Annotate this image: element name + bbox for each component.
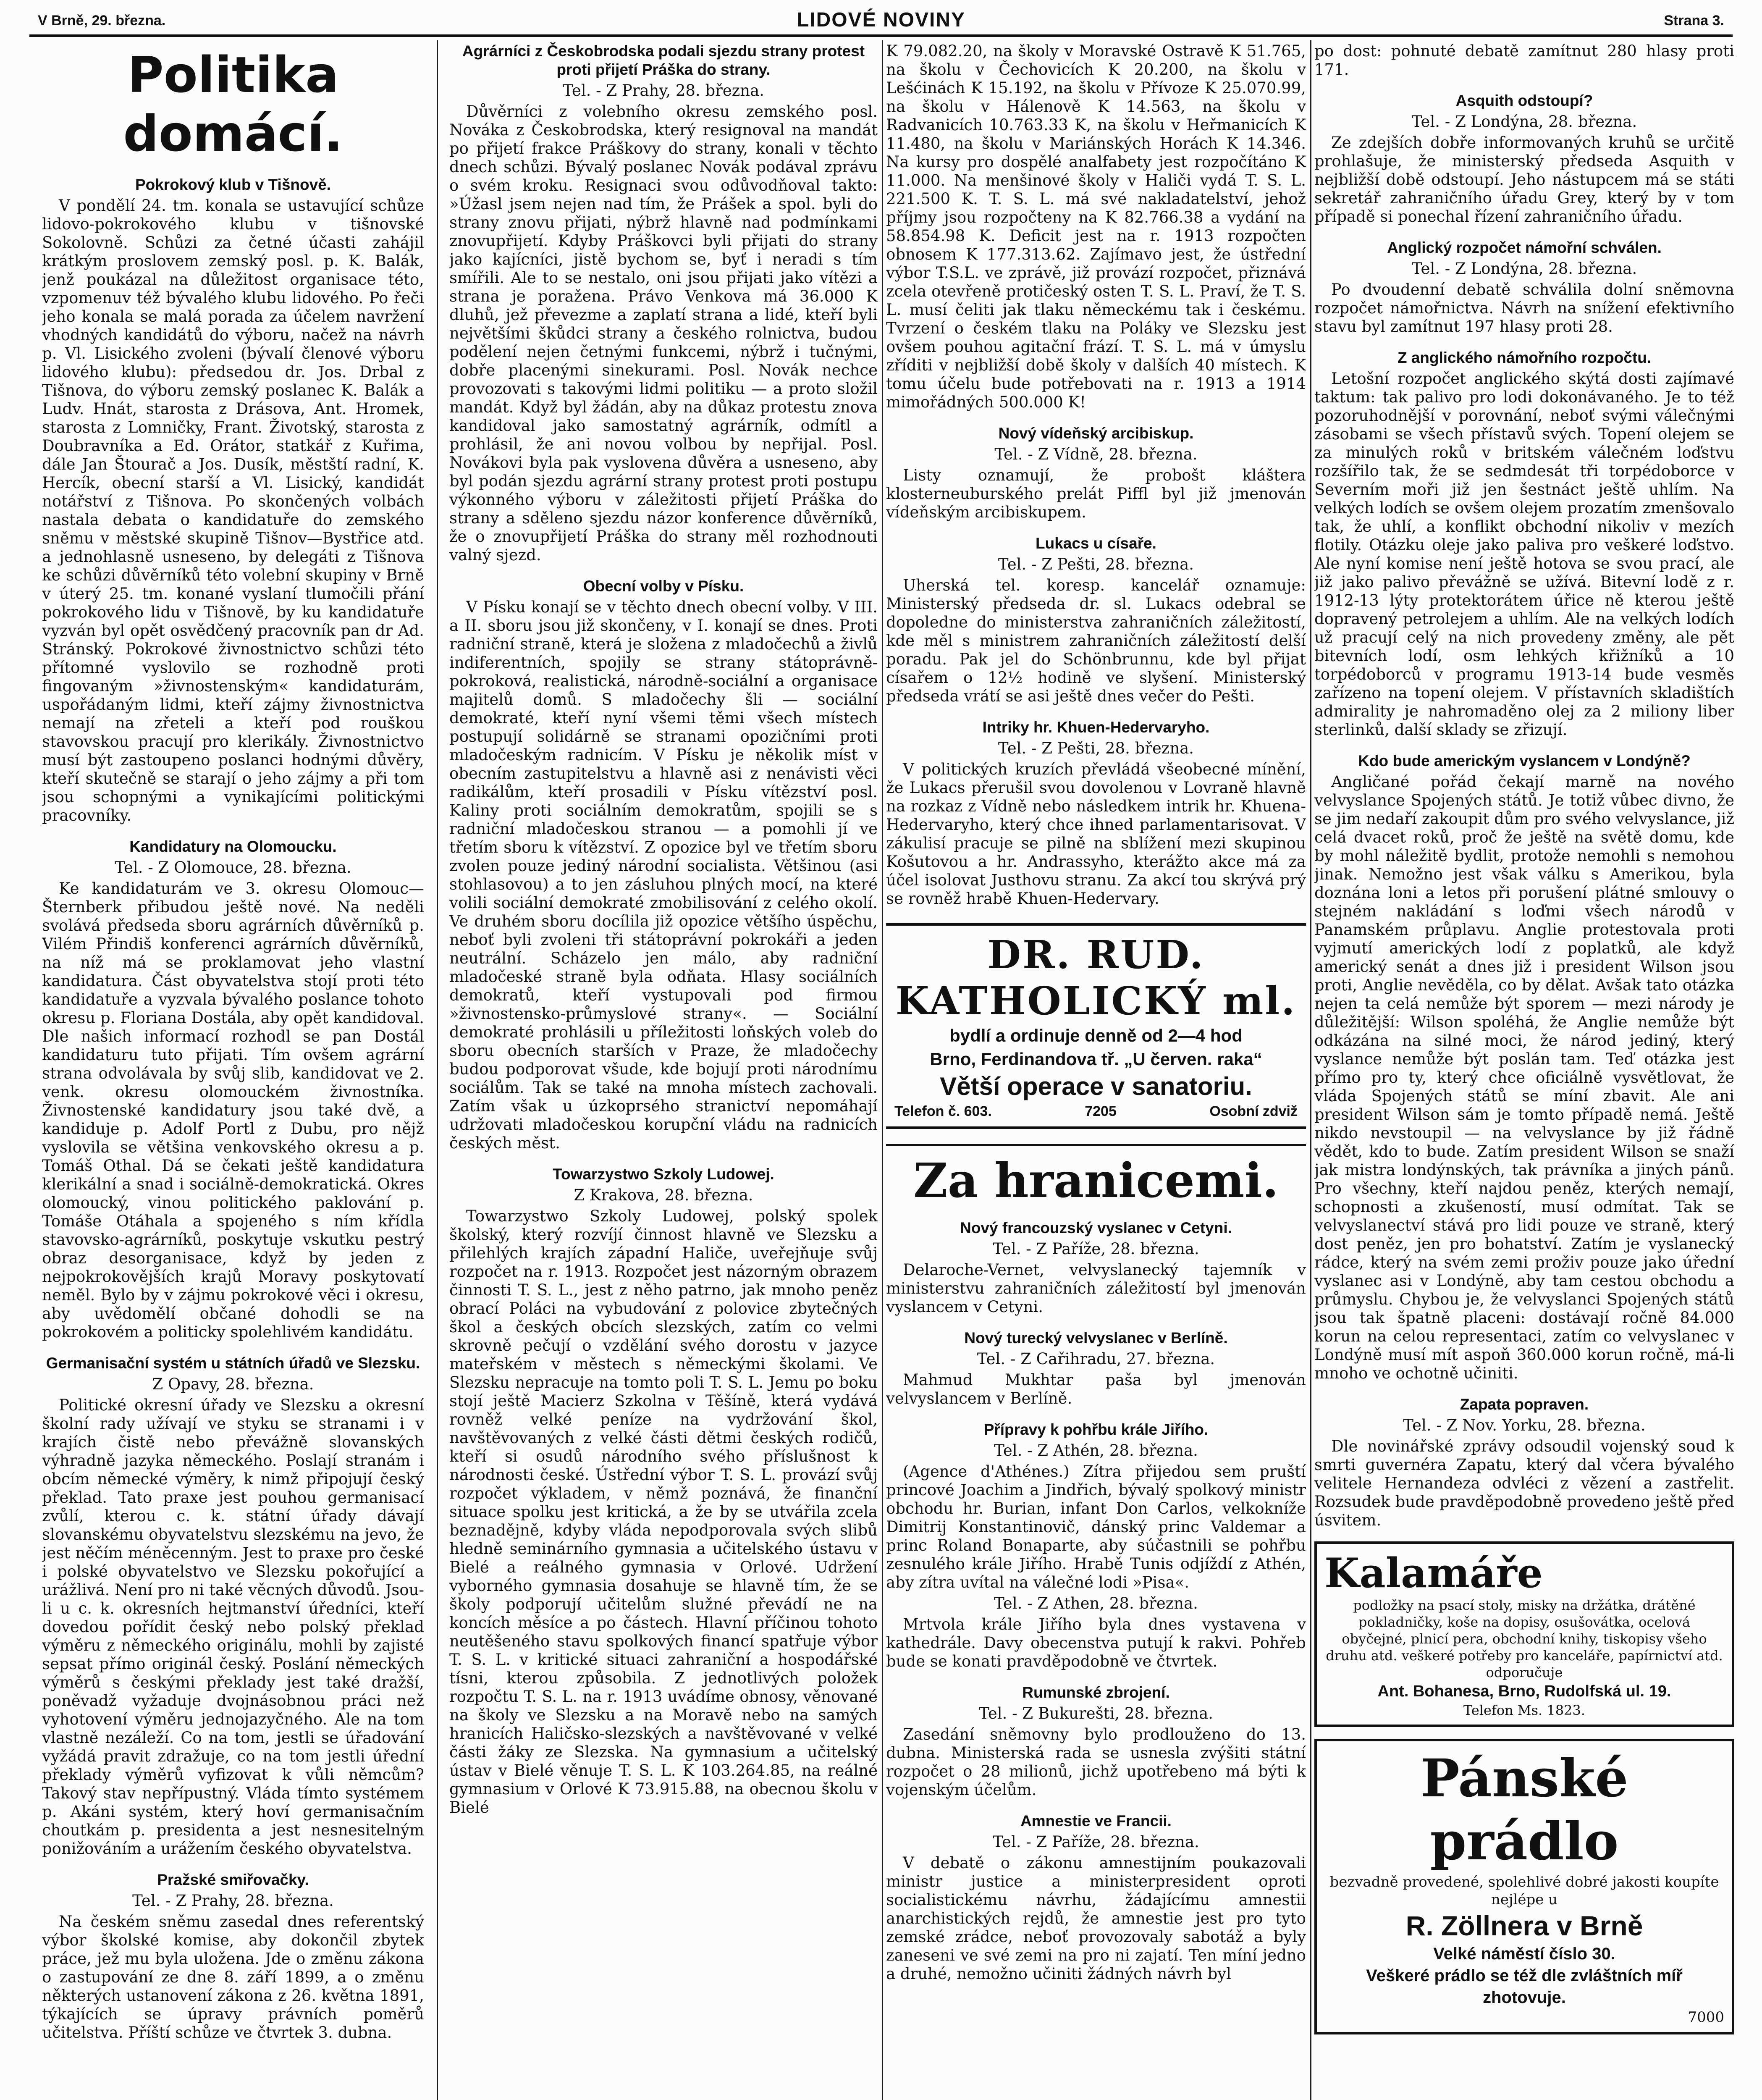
dateline: Tel. - Z Bukurešti, 28. března.	[979, 1704, 1213, 1722]
section-title: Za hranicemi.	[886, 1144, 1306, 1210]
newspaper-title: LIDOVÉ NOVINY	[796, 9, 966, 31]
dateline: Tel. - Z Cařihradu, 27. března.	[977, 1350, 1215, 1368]
article-text: V debatě o zákonu amnestijním poukazovali ministr justice a ministerpresident oproti socialistickému návrhu, žádajícímu amnestii anarchistických rejdů, že amnestie jest pro tyto zemské zrádce, neboť provozovaly sabotáž a byly zaneseni ve své zemi na pro ni zajatí. Ten míní jedno a druhé, nemožno učiniti žádných návrh byl	[886, 1854, 1306, 1983]
article-text: Na českém sněmu zasedal dnes referentský výbor školské komise, aby dokončil zbytek práce, jež mu byla uložena. Jde o změnu zákona o zastupování ze dne 8. září 1899, a o změnu některých ustanovení zákona z 26. května 1891, týkajících se úpravy právních poměrů učitelstva. Příští schůze ve čtvrtek 3. dubna.	[42, 1913, 424, 2042]
masthead	[29, 8, 1733, 34]
article-heading: Kandidatury na Olomoucku.	[129, 838, 337, 855]
column-divider	[437, 40, 438, 2100]
dateline: Tel. - Z Londýna, 28. března.	[1411, 113, 1637, 131]
article-text: po dost: pohnuté debatě zamítnut 280 hlasy proti 171.	[1314, 42, 1734, 79]
article-text: Angličané pořád čekají marně na nového velvyslance Spojených států. Je totiž vůbec divno, že se jim nedaří zakoupit dům pro svého velvyslance, již celá dvacet roků, proč že ještě na světě domu, kde by mohl náležitě bydlit, protože nemohli s nemohou jinak. Nemožno jest však válku s Amerikou, byla doznána loni a letos při porušení plátné smlouvy o stejném nakládání s loďmi všech národů v Panamském průplavu. Anglie protestovala proti vyjmutí amerických lodí z poplatků, ale když americký senát a dnes již i president Wilson jsou proti, Anglie nevěděla, co by dělat. Avšak tato otázka nejen ta celá nemůže být sporem — mezi národy je důležitější: Wilson spoléhá, že Anglie nemůže být odkázána na silné moci, že národ jediný, který vyslance nemůže být poslán tam. Teď otázka jest přímo pro ty, který chce oficiálně vysvětlovat, že vláda Spojených států se míní zbavit. Ale ani president Wilson sám je tomto případě nemá. Ještě nikdo nevstoupil — na velvyslance by již řádně vědět, kdo to bude. Zatím president Wilson se snaží jak mistra londýnských, tak právníka a jiných pánů. Pro všechny, kteří najdou peněz, kterých nemají, schopnosti a zkušeností, musí odmítat. Tak se velvyslanectví stává pro lidi pouze ve straně, který dost peněz, jen pro bohatství. Zatím je vyslanecký rádce, který na svém zemi proživ pouze jako úřední vyslanec asi v Londýně, aby tam cestou obchodu a průmyslu. Chybou je, že velvyslanci Spojených států jsou tak špatně placeni: dostávají ročně 84.000 korun na celou representaci, zatím co velvyslanec v Londýně musí mít aspoň 360.000 korun ročně, má-li mnoho ve ochotně učiniti.	[1314, 773, 1734, 1382]
article-text: Politické okresní úřady ve Slezsku a okresní školní rady užívají ve styku se stranami i v krajích čistě nebo převážně slovanských výhradně jazyka německého. Poslají stranám i obcím německé výměry, k nimž připojují český překlad. Tato praxe jest pouhou germanisací zvůlí, kterou c. k. státní úřady dávají slovanskému obyvatelstvu slezskému na jevo, že jest něčím méněcenným. Jest to praxe pro české i polské obyvatelstvo ve Slezsku pokořující a urážlivá. Není pro ni také věcných důvodů. Jsou-li u c. k. okresních hejtmanství úředníci, kteří dovedou pořídit český nebo polský překlad výměru z německého originálu, mohli by zajisté sepsat přímo originál český. Poslání německých výměrů s českými překlady jest také dražší, poněvadž vyžaduje dvojnásobnou práci než vyhotovení výměru jednojazyčného. Ale na tom vlastně nezáleží. Co na tom, jestli se úřadování vyžádá pravit zdražuje, co na tom jestli úřední překlady výměrů vyfizovat k vůli němcům? Takový stav nepřípustný. Vláda tímto systémem p. Akáni systém, který hoví germanisačním choutkám p. presidenta a jest nesnesitelným ponižováním a urážením českého obyvatelstva.	[42, 1396, 424, 1858]
article-text: V politických kruzích převládá všeobecné mínění, že Lukacs přerušil svou dovolenou v Lovraně hlavně na rozkaz z Vídně nebo následkem intrik hr. Khuena-Hedervaryho, který chce ihned parlamentarisovat. V zákulisí pracuje se pilně na sblížení mezi skupinou Košutovou a hr. Andrassyho, kterážto akce má za účel isolovat Justhovu stranu. Za akcí tou skrývá prý se rovněž hrabě Khuen-Hedervary.	[886, 760, 1306, 908]
dateline: Tel. - Z Pešti, 28. března.	[998, 739, 1194, 757]
article-heading: Agrárníci z Českobrodska podali sjezdu strany protest proti přijetí Práška do strany.	[462, 42, 865, 78]
article-text: Listy oznamují, že probošt kláštera klosterneuburského prelát Piffl byl již jmenován vídeňským arcibiskupem.	[886, 466, 1306, 521]
advertisement-doctor	[886, 923, 1306, 1129]
article-heading: Nový francouzský vyslanec v Cetyni.	[960, 1219, 1232, 1236]
article-text: V pondělí 24. tm. konala se ustavující schůze lidovo-pokrokového klubu v tišnovské Sokolovně. Schůzi za četné účasti zahájil krátkým proslovem zemský posl. p. K. Balák, jenž poukázal na důležitost organisace této, vzpomenuv též bývalého klubu lidového. Po řeči jeho konala se malá porada za účelem navržení vhodných kandidátů do výboru, načež na návrh p. Vl. Lisického zvoleni (bývalí členové výboru lidového klubu): předsedou dr. Jos. Drbal z Tišnova, do výboru zemský poslanec K. Balák a Ludv. Hnát, starosta z Drásova, Ant. Hromek, starosta z Lomničky, Frant. Životský, starosta z Doubravníka a Ed. Orátor, statkář z Kuřima, dále Jan Štourač a Jos. Dusík, městští radní, K. Hercík, obecní starší a Vl. Lisický, kandidát notářství z Tišnova. Po skončených volbách nastala debata o kandidatuře do zemského sněmu v městské skupině Tišnov—Bystřice atd. a jednohlasně usneseno, by delegáti z Tišnova ke schůzi důvěrníků této volební skupiny v Brně v úterý 25. tm. konané vyslaní tlumočili přání pokrokového lidu v Tišnově, by ku kandidatuře vyzván byl opět osvědčený pracovník pan dr Ad. Stránský. Pokrokové živnostnictvo schůzi této přítomné vyslovilo se rozhodně proti fingovaným »živnostenským« kandidaturám, uspořádaným lidmi, kteří zájmy živnostnictva nemají na zřeteli a kteří pod rouškou stavovskou pracují pro klerikály. Živnostnictvo musí být zastoupeno poslanci hodnými důvěry, kteří skutečně se starají o jeho zájmy a při tom jsou schopnými a vynikajícími politickými pracovníky.	[42, 197, 424, 824]
dateline: Tel. - Z Nov. Yorku, 28. března.	[1403, 1416, 1646, 1434]
column-divider	[1310, 40, 1311, 2100]
article-heading: Nový turecký velvyslanec v Berlíně.	[964, 1329, 1228, 1347]
ad-linen-shop: R. Zöllnera v Brně	[1405, 1910, 1643, 1941]
article-heading: Z anglického námořního rozpočtu.	[1397, 349, 1652, 366]
ad-linen-title: Pánské prádlo	[1420, 1748, 1628, 1872]
article-heading: Amnestie ve Francii.	[1020, 1812, 1172, 1830]
dateline: Tel. - Z Pešti, 28. března.	[998, 555, 1194, 573]
article-heading: Rumunské zbrojení.	[1022, 1684, 1170, 1701]
ad-doctor-hours: bydlí a ordinuje denně od 2—4 hod	[949, 1026, 1243, 1045]
dateline: Tel. - Z Olomouce, 28. března.	[115, 858, 351, 877]
ad-doctor-operations: Větší operace v sanatoriu.	[940, 1072, 1252, 1100]
article-heading: Anglický rozpočet námořní schválen.	[1387, 239, 1662, 256]
column-4	[1314, 42, 1734, 2100]
column-divider	[882, 40, 883, 2100]
ad-linen-code: 7000	[1688, 2009, 1724, 2026]
article-heading: Kdo bude americkým vyslancem v Londýně?	[1358, 752, 1691, 769]
dateline: Tel. - Z Prahy, 28. března.	[132, 1892, 334, 1910]
article-text: Delaroche-Vernet, velvyslanecký tajemník v ministerstvu zahraničních záležitostí byl jmenován vyslancem v Cetyni.	[886, 1261, 1306, 1316]
article-text: Ke kandidaturám ve 3. okresu Olomouc—Šternberk přibudou ještě nové. Na neděli svolává předseda sboru agrárních důvěrníků p. Vilém Přindiš konferenci agrárních důvěrníků, na níž má se proklamovat jeho vlastní kandidatura. Část obyvatelstva stojí proti této kandidatuře a vyzvala bývalého poslance tohoto okresu p. Floriana Dostála, aby opět kandidoval. Dle našich informací rozhodl se pan Dostál kandidaturu tuto přijati. Tím ovšem agrární strana odvolávala by svůj slib, kandidovat ve 2. venk. okresu olomouckém živnostníka. Živnostenské kandidatury jsou také dvě, a kandiduje p. Adolf Portl z Dubu, pro nějž vyslovila se většina venkovského okresu a p. Tomáš Othal. Dá se čekati ještě kandidatura klerikální a snad i sociálně-demokratická. Okres olomoucký, vinou politického paklování p. Tomáše Otáhala a spojeného s ním křídla stavovsko-agrárníků, poskytuje vskutku pestrý obraz desorganisace, když by jeden z nejpokrokovějších krajů Moravy poskytovatí neměl. Bylo by v zájmu pokrokové věci i okresu, aby uvědomělí občané dohodli se na pokrokovém a politicky spolehlivém kandidátu.	[42, 879, 424, 1341]
ad-doctor-code: 7205	[1085, 1103, 1117, 1119]
ad-linen-line1: bezvadně provedené, spolehlivé dobré jakosti koupíte nejlépe u	[1329, 1874, 1719, 1908]
article-heading: Zapata popraven.	[1460, 1396, 1589, 1413]
ad-doctor-address: Brno, Ferdinandova tř. „U červen. raka“	[930, 1049, 1262, 1069]
column-3	[886, 42, 1306, 2100]
article-text: Ze zdejších dobře informovaných kruhů se určitě prohlašuje, že ministerský předseda Asquith v nejbližší době odstoupí. Jeho nástupcem má se státi sekretář zahraničního úřadu Grey, který by v tom případě si ponechal řízení zahraničního úřadu.	[1314, 134, 1734, 226]
dateline: Tel. - Z Londýna, 28. března.	[1411, 260, 1637, 278]
article-text: Po dvoudenní debatě schválila dolní sněmovna rozpočet námořnictva. Návrh na snížení efektivního stavu byl zamítnut 197 hlasy proti 28.	[1314, 281, 1734, 336]
article-text: K 79.082.20, na školy v Moravské Ostravě K 51.765, na školu v Čechovicích K 20.200, na školu v Lešćinách K 15.192, na školu v Přívoze K 25.070.99, na školu v Hálenově K 14.563, na školu v Radvanicích 10.763.33 K, na školu v Heřmanicích K 11.480, na školu v Mariánských Horách K 14.346. Na kursy pro dospělé analfabety jest rozpočítáno K 11.000. Na menšinové školy v Haliči vydá T. S. L. 221.500 K. T. S. L. má své nakladatelství, jehož příjmy jsou rozpočteny na K 82.766.38 a vydání na 58.854.98 K. Deficit jest na r. 1913 rozpočten obnosem K 177.313.62. Zajímavo jest, že ústřední výbor T.S.L. ve zprávě, již provází rozpočet, přiznává zcela otevřeně protičeský osten T. S. L. Praví, že T. S. L. musí čeliti jak tlaku německému tak i českému. Tvrzení o českém tlaku na Poláky ve Slezsku jest ovšem pouhou agitační frází. T. S. L. má v úmyslu zříditi v nejbližší době školy v dalších 40 místech. K tomu účelu bude potřebovati na r. 1913 a 1914 mimořádných 500.000 K!	[886, 42, 1306, 411]
article-text: Letošní rozpočet anglického skýtá dosti zajímavé taktum: tak palivo pro lodi dokonávaného. Je to též pozoruhodnější v porovnání, neboť svými válečnými zásobami se všech přístavů svých. Topení olejem se za minulých roků v britském válečném loďstvu rozšířilo tak, že se sedmdesát tři torpédoborce v Severním moři již jen šestnáct ještě uhlím. Na velkých lodích se ovšem olejem prozatím zmenšovalo tak, že uhlí, a konflikt obchodní nikoliv v mezích flotily. Otázku oleje jako paliva pro veškeré loďstvo. Ale nyní komise není ještě hotova se svou prací, ale již jako palivo převážně se užívá. Bitevní lodě z r. 1912-13 lýty protektorátem úřice ně kterou ještě dopravený petrolejem a uhlím. Ale na velkých lodích už pracují celý na nich provedeny změny, ale pět bitevních lodí, osm lehkých křižníků a 10 torpédoborců v programu 1913-14 bude vesměs zařízeno na topení olejem. V přístavních skladištích admirality je nahromaděno olej za 2 miliony liber sterlinků, další sklady se zřizují.	[1314, 370, 1734, 739]
ad-linen-line2: Veškeré prádlo se též dle zvláštních míř zhotovuje.	[1366, 1966, 1683, 2007]
dateline: Tel. - Z Paříže, 28. března.	[993, 1833, 1199, 1851]
ad-doctor-phone: Telefon č. 603.	[894, 1103, 992, 1119]
page-number: Strana 3.	[1664, 13, 1724, 29]
article-heading: Towarzystwo Szkoly Ludowej.	[553, 1166, 774, 1183]
ad-linen-address: Velké náměstí číslo 30.	[1433, 1945, 1615, 1963]
article-heading: Obecní volby v Písku.	[583, 578, 744, 595]
article-text: Dle novinářské zprávy odsoudil vojenský soud k smrti guvernéra Zapatu, který dal včera bývalého velitele Hernandeza odvléci z vězení a zastřelit. Rozsudek bude pravděpodobně provedeno ještě před úsvitem.	[1314, 1437, 1734, 1529]
ad-doctor-lift: Osobní zdviž	[1209, 1103, 1298, 1119]
article-text: Zasedání sněmovny bylo prodlouženo do 13. dubna. Ministerská rada se usnesla zvýšiti státní rozpočet o 28 milionů, jichž upotřebeno má býti k vojenským účelům.	[886, 1725, 1306, 1799]
article-text: Mahmud Mukhtar paša byl jmenován velvyslancem v Berlíně.	[886, 1371, 1306, 1407]
dateline: Tel. - Z Paříže, 28. března.	[993, 1240, 1199, 1258]
header-rule	[29, 34, 1733, 37]
article-text: V Písku konají se v těchto dnech obecní volby. V III. a II. sboru jsou již skončeny, v I. konají se dnes. Proti radniční straně, která je složena z mladočechů a živlů indiferentních, spojily se strany státoprávně-pokroková, realistická, národně-sociální a organisace majitelů domů. S mladočechy šli — sociální demokraté, kteří nyní všemi těmi všech místech postupují solidárně se stranami opozičními proti mladočeským radnicím. V Písku je několik míst v obecním zastupitelstvu a hlavně asi z nenávisti věci radikálům, kteří prosadili v Písku vítězství posl. Kaliny proti sociálním demokratům, spojili se s radniční mladočeskou stranou — a pomohli jí ve třetím sboru k vítězství. Z opozice byl ve třetím sboru zvolen pouze jediný národní socialista. Většinou (asi stohlasovou) a to jen zásluhou plných mocí, na které volili sociální demokraté zmobilisování z celého okolí. Ve druhém sboru docílila již opozice většího úspěchu, neboť byli zvoleni tři státoprávní pokrokáři a jeden neutrální. Scházelo jen málo, aby radniční mladočeské straně byla odňata. Hlasy sociálních demokratů, kteří vystupovali pod firmou »živnostensko-průmyslové strany«. — Sociální demokraté prohlásili u příležitosti loňských voleb do sboru obecních starších v Praze, že mladočechy budou podporovat všude, kde bojují proti národnímu sociálům. Tak se také na mnoha místech zachovali. Zatím však u úzkoprsého stranictví nepomáhají udržovati mladočeskou korupční vládu na radnicích českých měst.	[449, 598, 878, 1152]
ad-inkwells-phone: Telefon Ms. 1823.	[1463, 1702, 1585, 1718]
ad-inkwells-address: Ant. Bohanesa, Brno, Rudolfská ul. 19.	[1377, 1683, 1671, 1700]
column-1	[42, 42, 424, 2100]
ad-inkwells-title: Kalamáře	[1324, 1549, 1543, 1597]
column-2	[449, 42, 878, 2100]
dateline: Tel. - Z Athen, 28. března.	[994, 1594, 1198, 1612]
section-title: Politika domácí.	[123, 46, 343, 163]
article-heading: Asquith odstoupí?	[1455, 92, 1593, 109]
article-heading: Přípravy k pohřbu krále Jiřího.	[983, 1421, 1209, 1438]
advertisement-linen	[1314, 1739, 1734, 2034]
article-text: Důvěrníci z volebního okresu zemského posl. Nováka z Českobrodska, který resignoval na mandát po přijetí frakce Práškovy do strany, konali v těchto dnech schůzi. Bývalý poslanec Novák podával zprávu o svém kroku. Resignaci svou odůvodňoval takto: »Úžasl jsem nejen nad tím, že Prášek a spol. byli do strany znovu přijati, nýbrž hlavně nad podmínkami znovupřijetí. Kdyby Práškovci byli přijati do strany jako kajícníci, jistě bychom se, byť i neradi s tím smířili. Ale to se nestalo, oni jsou přijati jako vítězi a strana je poražena. Právo Venkova má 36.000 K dluhů, jež převezme a zaplatí strana a lidé, kteří byli největšími škůdci strany a českého rolnictva, budou podělení nejen četnými funkcemi, nýbrž i tučnými, dobře placenými sinekurami. Posl. Novák nechce provozovati s takovými lidmi politiku — a proto složil mandát. Když byl žádán, aby na důkaz protestu znova kandidoval jako samostatný agrárník, odmítl a prohlásil, že ani novou volbou by nepřijal. Posl. Novákovi byla pak vyslovena důvěra a usneseno, aby byl podán sjezdu agrární strany protest proti postupu výkonného výboru v záležitosti přijetí Práška do strany a sděleno sjezdu názor konference důvěrníků, že o znovupřijetí Práška do strany měl rozhodnouti valný sjezd.	[449, 102, 878, 564]
dateline: Tel. - Z Athén, 28. března.	[994, 1441, 1198, 1460]
article-text: Mrtvola krále Jiřího byla dnes vystavena v kathedrále. Davy obecenstva putují k rakvi. Pohřeb bude se konati pravděpodobně ve čtvrtek.	[886, 1615, 1306, 1670]
article-heading: Intriky hr. Khuen-Hedervaryho.	[982, 719, 1210, 736]
article-heading: Lukacs u císaře.	[1036, 535, 1156, 552]
advertisement-inkwells	[1314, 1541, 1734, 1727]
dateline: Z Opavy, 28. března.	[152, 1375, 314, 1393]
article-text: Uherská tel. koresp. kancelář oznamuje: Ministerský předseda dr. sl. Lukacs odebral se dopoledne do ministerstva zahraničních záležitostí, kde měl s ministrem zahraničních záležitostí delší poradu. Pak jel do Schönbrunnu, kde byl přijat císařem o 12½ hodině ve slyšení. Ministerský předseda vrátí se asi ještě dnes večer do Pešti.	[886, 576, 1306, 705]
ad-inkwells-text: podložky na psací stoly, misky na držátka, drátěné pokladničky, koše na dopisy, osušovátka, ocelová obyčejné, plnicí pera, obchodní knihy, tiskopisy všeho druhu atd. veškeré potřeby pro kanceláře, papírnictví atd. odporučuje	[1326, 1597, 1723, 1680]
dateline: Z Krakova, 28. března.	[574, 1186, 753, 1204]
article-heading: Pražské smiřovačky.	[157, 1871, 309, 1888]
article-heading: Pokrokový klub v Tišnově.	[135, 176, 331, 193]
ad-doctor-footer	[886, 1102, 1306, 1121]
ad-doctor-name: DR. RUD. KATHOLICKÝ ml.	[895, 932, 1297, 1024]
dateline: Tel. - Z Vídně, 28. března.	[994, 445, 1198, 463]
issue-date: V Brně, 29. března.	[38, 13, 166, 29]
article-heading: Nový vídeňský arcibiskup.	[998, 425, 1194, 442]
dateline: Tel. - Z Prahy, 28. března.	[563, 81, 764, 100]
article-text: (Agence d'Athénes.) Zítra přijedou sem pruští princové Joachim a Jindřich, bývalý spolkový ministr obchodu hr. Burian, infant Don Carlos, velkokníže Dimitrij Konstantinovič, dánský princ Valdemar a princ Roland Bonaparte, aby súčastnili se pohřbu zesnulého krále Jiřího. Hrabě Tunis odjíždí z Athén, aby zítra uvítal na válečné lodi »Pisa«.	[886, 1462, 1306, 1591]
article-text: Towarzystwo Szkoly Ludowej, polský spolek školský, který rozvíjí činnost hlavně ve Slezsku a přilehlých krajích západní Haliče, uveřejňuje svůj rozpočet na r. 1913. Rozpočet jest názorným obrazem činnosti T. S. L., jest z něho patrno, jak mnoho peněz obrací Poláci na vybudování z polovice zbytečných škol a českých obcích slezských, zatím co velmi skrovně pečují o vzdělání svého dorostu v jazyce mateřském v městech s německými školami. Ve Slezsku nepracuje na tomto poli T. S. L. Jemu po boku stojí ještě Macierz Szkolna v Těšíně, která vydává rovněž velké peníze na vydržování škol, navštěvovaných z velké části dětmi českých rodičů, kteří si osudů národního svého příslušnost k národnosti české. Ústřední výbor T. S. L. provází svůj rozpočet výkladem, v němž poznává, že finanční situace spolku jest kritická, a že by se utvářila zcela beznadějně, kdyby vláda nepodporovala svých slibů hledně seminárního gymnasia a učitelského ústavu v Bielé a reálného gymnasia v Orlové. Udržení vyborného gymnasia dosahuje se hlavně tím, že se školy podporují učitelům služné převádí ne na koncích měsíce a po částech. Hlavní příčinou tohoto neutěšeného stavu spolkových financí spatřuje výbor T. S. L. v kritické situaci zahraniční a hospodářské tísni, kterou způsobila. Z jednotlivých položek rozpočtu T. S. L. na r. 1913 uvádíme obnosy, věnované na školy ve Slezsku a na Moravě nebo na samých hranicích Haličsko-slezských a navštěvované v velké části žáky ze Slezska. Na gymnasium a učitelský ústav v Bielé věnuje T. S. L. K 103.264.85, na reálné gymnasium v Orlové K 73.915.88, na obecnou školu v Bielé	[449, 1207, 878, 1816]
article-heading: Germanisační systém u státních úřadů ve Slezsku.	[46, 1354, 420, 1372]
